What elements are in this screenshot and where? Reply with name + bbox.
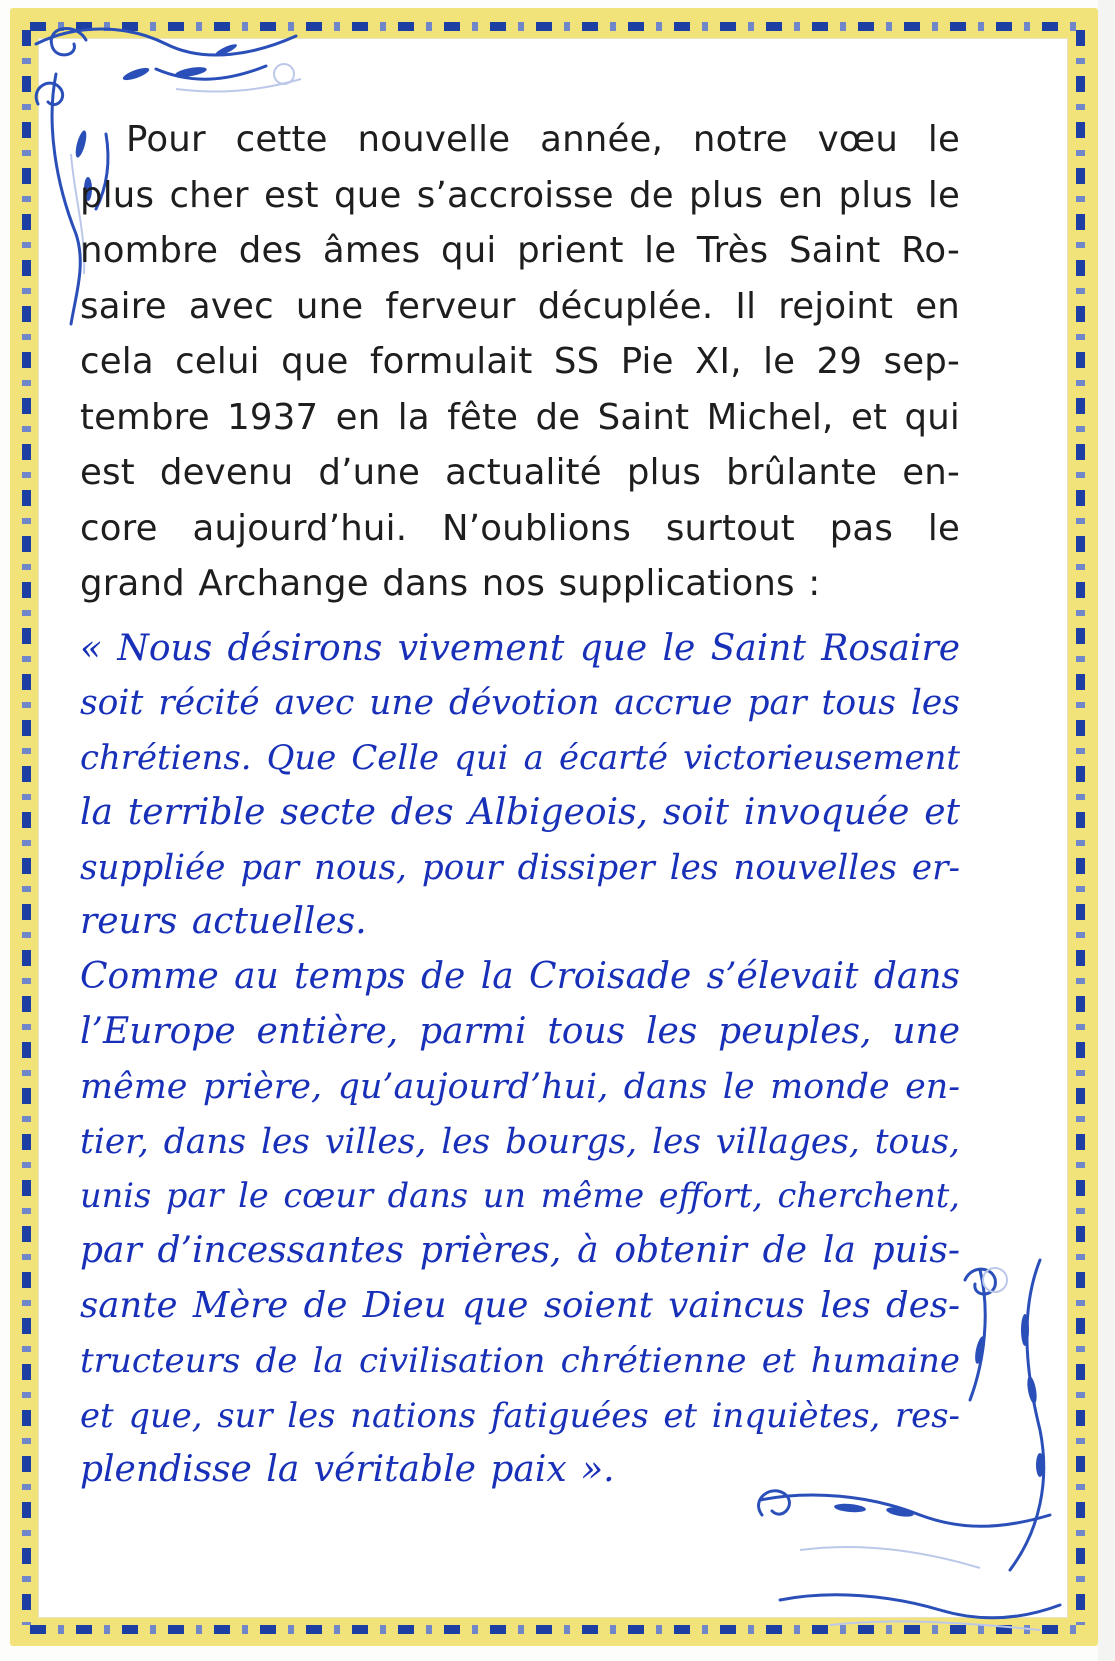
document-body <box>80 112 1080 1498</box>
quote-line: chrétiens. Que Celle qui a écarté victorieusement <box>80 738 960 778</box>
quote-line: sante Mère de Dieu que soient vaincus les des- <box>80 1285 960 1327</box>
text-line: nombre des âmes qui prient le Très Saint Ro- <box>80 230 960 271</box>
papal-quote <box>80 622 1080 1499</box>
quote-line: la terrible secte des Albigeois, soit invoquée et <box>80 791 960 833</box>
quote-line: tructeurs de la civilisation chrétienne et humaine <box>80 1340 960 1381</box>
quote-line: tier, dans les villes, les bourgs, les villages, tous, <box>80 1121 960 1162</box>
intro-paragraph <box>80 112 1080 612</box>
quote-line: reurs actuelles. <box>80 901 367 943</box>
quote-line: plendisse la véritable paix ». <box>80 1449 615 1491</box>
text-line: tembre 1937 en la fête de Saint Michel, et qui <box>80 396 960 438</box>
text-line: Pour cette nouvelle année, notre vœu le <box>126 119 960 160</box>
page-edge <box>1098 0 1115 1661</box>
text-line: saire avec une ferveur décuplée. Il rejoint en <box>80 285 960 327</box>
quote-line: soit récité avec une dévotion accrue par tous les <box>80 683 960 724</box>
text-line: est devenu d’une actualité plus brûlante en- <box>80 452 960 493</box>
quote-line: « Nous désirons vivement que le Saint Rosaire <box>80 627 960 669</box>
quote-line: l’Europe entière, parmi tous les peuples, une <box>80 1011 960 1053</box>
quote-line: par d’incessantes prières, à obtenir de la puis- <box>80 1230 960 1272</box>
quote-line: même prière, qu’aujourd’hui, dans le monde en- <box>80 1066 960 1107</box>
quote-line: suppliée par nous, pour dissiper les nouvelles er- <box>80 847 960 888</box>
text-line: plus cher est que s’accroisse de plus en plus le <box>80 174 960 216</box>
quote-line: et que, sur les nations fatiguées et inquiètes, res- <box>80 1395 960 1435</box>
text-line: cela celui que formulait SS Pie XI, le 29 sep- <box>80 341 960 382</box>
quote-line: Comme au temps de la Croisade s’élevait dans <box>80 956 960 998</box>
text-line: core aujourd’hui. N’oublions surtout pas le <box>80 507 960 549</box>
quote-line: unis par le cœur dans un même effort, cherchent, <box>80 1176 960 1216</box>
text-line: grand Archange dans nos supplications : <box>80 563 821 604</box>
